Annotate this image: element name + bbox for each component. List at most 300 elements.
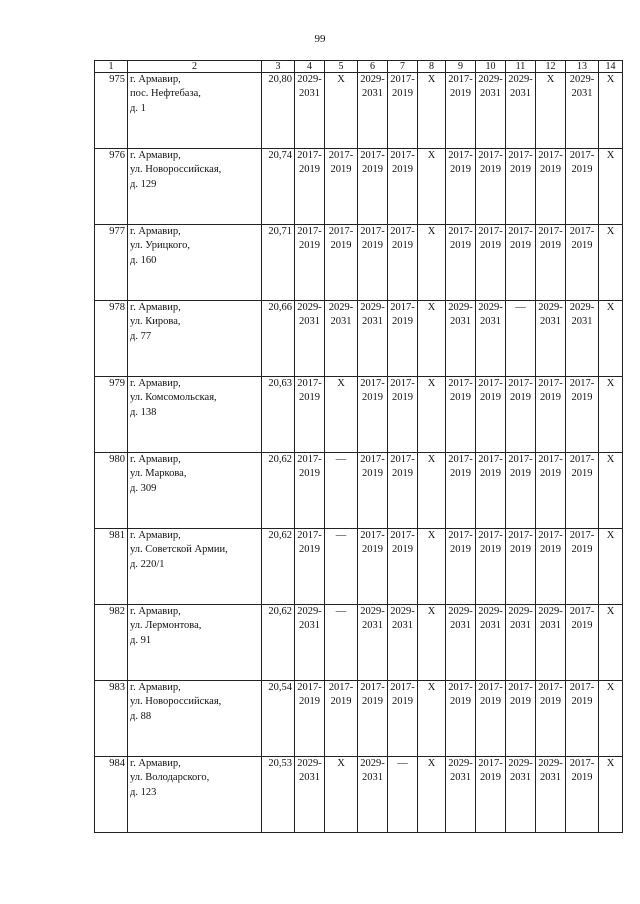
period-line: 2017- bbox=[569, 682, 595, 693]
column-header-1: 1 bbox=[95, 61, 128, 73]
period-cell-col-9 bbox=[446, 529, 476, 605]
period-cell-col-11 bbox=[506, 225, 536, 301]
period-cell-col-12 bbox=[536, 301, 566, 377]
period-line: 2031 bbox=[450, 316, 471, 328]
area-value: 20,66 bbox=[262, 301, 295, 377]
period-line: X bbox=[606, 378, 615, 389]
period-line: 2029- bbox=[448, 758, 473, 769]
period-cell-col-12 bbox=[536, 757, 566, 833]
address-cell bbox=[128, 73, 262, 149]
period-cell-col-7 bbox=[388, 757, 418, 833]
period-line: X bbox=[427, 302, 436, 313]
period-line: 2031 bbox=[299, 620, 320, 632]
period-line: 2019 bbox=[362, 392, 383, 404]
period-line: 2019 bbox=[480, 392, 501, 404]
period-line: 2029- bbox=[297, 758, 322, 769]
period-cell-col-13 bbox=[566, 301, 599, 377]
period-line: 2017- bbox=[297, 150, 322, 161]
period-cell-col-7 bbox=[388, 377, 418, 453]
period-line: 2017- bbox=[478, 530, 503, 541]
period-line: 2019 bbox=[571, 696, 593, 708]
period-line: 2017- bbox=[538, 454, 563, 465]
period-cell-col-4 bbox=[295, 149, 325, 225]
period-line: 2029- bbox=[569, 74, 595, 85]
period-line: 2019 bbox=[480, 772, 501, 784]
period-line: 2017- bbox=[390, 150, 415, 161]
period-cell-col-10 bbox=[476, 73, 506, 149]
period-line: 2019 bbox=[510, 240, 531, 252]
period-line: 2019 bbox=[299, 544, 320, 556]
period-line: 2019 bbox=[480, 164, 501, 176]
area-value: 20,80 bbox=[262, 73, 295, 149]
address-cell bbox=[128, 453, 262, 529]
address-cell bbox=[128, 681, 262, 757]
table-row bbox=[95, 681, 623, 757]
period-line: 2019 bbox=[571, 620, 593, 632]
period-line: 2019 bbox=[450, 392, 471, 404]
period-cell-col-9 bbox=[446, 73, 476, 149]
period-line: 2031 bbox=[362, 316, 383, 328]
period-line: 2017- bbox=[508, 454, 533, 465]
period-cell-col-9 bbox=[446, 377, 476, 453]
area-value: 20,71 bbox=[262, 225, 295, 301]
period-line: 2019 bbox=[540, 240, 561, 252]
period-line: 2017- bbox=[360, 150, 385, 161]
address-cell bbox=[128, 529, 262, 605]
address-line: г. Армавир, bbox=[130, 758, 181, 769]
row-number: 984 bbox=[95, 757, 128, 833]
address-line: д. 220/1 bbox=[130, 558, 165, 570]
period-line: 2017- bbox=[360, 682, 385, 693]
period-line: 2019 bbox=[392, 392, 413, 404]
period-line: 2017- bbox=[390, 530, 415, 541]
period-line: 2017- bbox=[508, 682, 533, 693]
period-line: — bbox=[335, 606, 347, 617]
period-cell-col-9 bbox=[446, 605, 476, 681]
column-header-2: 2 bbox=[128, 61, 262, 73]
period-line: 2017- bbox=[328, 226, 354, 237]
period-line: 2019 bbox=[362, 468, 383, 480]
period-cell-col-5 bbox=[325, 149, 358, 225]
period-cell-col-8 bbox=[418, 757, 446, 833]
period-line: 2031 bbox=[540, 620, 561, 632]
period-line: 2017- bbox=[328, 150, 354, 161]
period-line: 2029- bbox=[360, 302, 385, 313]
period-line: 2019 bbox=[299, 240, 320, 252]
address-cell bbox=[128, 757, 262, 833]
period-cell-col-10 bbox=[476, 301, 506, 377]
period-line: 2029- bbox=[297, 74, 322, 85]
period-cell-col-14 bbox=[599, 301, 623, 377]
period-line: 2019 bbox=[450, 240, 471, 252]
period-line: 2017- bbox=[448, 150, 473, 161]
period-cell-col-10 bbox=[476, 149, 506, 225]
address-line: г. Армавир, bbox=[130, 302, 181, 313]
period-line: X bbox=[606, 758, 615, 769]
period-line: X bbox=[427, 150, 436, 161]
address-line: ул. Советской Армии, bbox=[130, 544, 228, 556]
period-line: X bbox=[606, 454, 615, 465]
period-line: 2029- bbox=[538, 758, 563, 769]
period-cell-col-9 bbox=[446, 149, 476, 225]
period-line: 2017- bbox=[478, 378, 503, 389]
table-row bbox=[95, 757, 623, 833]
area-value: 20,62 bbox=[262, 453, 295, 529]
period-line: 2031 bbox=[330, 316, 352, 328]
period-line: 2029- bbox=[478, 302, 503, 313]
column-header-7: 7 bbox=[388, 61, 418, 73]
period-line: 2029- bbox=[360, 74, 385, 85]
period-line: 2019 bbox=[450, 696, 471, 708]
address-line: ул. Новороссийская, bbox=[130, 164, 222, 176]
period-line: 2019 bbox=[392, 544, 413, 556]
period-cell-col-10 bbox=[476, 453, 506, 529]
column-header-11: 11 bbox=[506, 61, 536, 73]
period-line: 2031 bbox=[480, 316, 501, 328]
period-line: 2017- bbox=[569, 606, 595, 617]
period-line: 2019 bbox=[480, 240, 501, 252]
period-cell-col-13 bbox=[566, 757, 599, 833]
row-number: 983 bbox=[95, 681, 128, 757]
period-line: 2017- bbox=[478, 758, 503, 769]
period-line: 2031 bbox=[299, 316, 320, 328]
address-cell bbox=[128, 225, 262, 301]
period-line: 2019 bbox=[362, 696, 383, 708]
period-line: 2017- bbox=[390, 378, 415, 389]
period-line: 2019 bbox=[480, 468, 501, 480]
period-line: 2017- bbox=[328, 682, 354, 693]
period-line: 2031 bbox=[392, 620, 413, 632]
period-line: 2017- bbox=[569, 530, 595, 541]
period-line: 2031 bbox=[362, 620, 383, 632]
address-line: г. Армавир, bbox=[130, 682, 181, 693]
period-cell-col-8 bbox=[418, 529, 446, 605]
period-line: 2017- bbox=[360, 226, 385, 237]
period-cell-col-13 bbox=[566, 605, 599, 681]
period-line: 2019 bbox=[480, 544, 501, 556]
period-line: 2017- bbox=[508, 150, 533, 161]
period-cell-col-13 bbox=[566, 529, 599, 605]
period-line: 2031 bbox=[362, 88, 383, 100]
period-cell-col-14 bbox=[599, 681, 623, 757]
column-number-header bbox=[95, 61, 623, 73]
period-line: X bbox=[606, 530, 615, 541]
area-value: 20,53 bbox=[262, 757, 295, 833]
column-header-3: 3 bbox=[262, 61, 295, 73]
period-line: 2017- bbox=[569, 758, 595, 769]
period-line: 2019 bbox=[299, 392, 320, 404]
period-cell-col-10 bbox=[476, 757, 506, 833]
period-line: X bbox=[606, 606, 615, 617]
period-line: 2031 bbox=[510, 620, 531, 632]
period-line: 2017- bbox=[390, 302, 415, 313]
period-line: 2029- bbox=[360, 606, 385, 617]
period-cell-col-8 bbox=[418, 377, 446, 453]
period-cell-col-12 bbox=[536, 681, 566, 757]
address-line: г. Армавир, bbox=[130, 150, 181, 161]
period-cell-col-13 bbox=[566, 149, 599, 225]
period-line: 2019 bbox=[362, 544, 383, 556]
period-cell-col-6 bbox=[358, 529, 388, 605]
period-line: 2017- bbox=[478, 226, 503, 237]
period-cell-col-14 bbox=[599, 529, 623, 605]
period-line: X bbox=[427, 682, 436, 693]
period-line: 2029- bbox=[448, 302, 473, 313]
table-row bbox=[95, 225, 623, 301]
address-line: ул. Лермонтова, bbox=[130, 620, 202, 632]
address-line: пос. Нефтебаза, bbox=[130, 88, 201, 100]
period-line: 2019 bbox=[330, 164, 352, 176]
address-line: ул. Новороссийская, bbox=[130, 696, 222, 708]
period-line: 2031 bbox=[510, 772, 531, 784]
period-line: X bbox=[606, 226, 615, 237]
period-line: X bbox=[427, 758, 436, 769]
table-row bbox=[95, 529, 623, 605]
table-row bbox=[95, 301, 623, 377]
period-line: 2029- bbox=[390, 606, 415, 617]
period-line: X bbox=[337, 378, 345, 389]
period-cell-col-6 bbox=[358, 149, 388, 225]
period-line: 2017- bbox=[448, 226, 473, 237]
address-cell bbox=[128, 149, 262, 225]
period-line: 2029- bbox=[448, 606, 473, 617]
period-line: X bbox=[427, 530, 436, 541]
period-line: 2029- bbox=[569, 302, 595, 313]
period-line: 2017- bbox=[390, 74, 415, 85]
period-cell-col-5 bbox=[325, 73, 358, 149]
period-line: X bbox=[427, 226, 436, 237]
period-line: — bbox=[335, 454, 347, 465]
column-header-14: 14 bbox=[599, 61, 623, 73]
row-number: 975 bbox=[95, 73, 128, 149]
period-cell-col-9 bbox=[446, 757, 476, 833]
period-cell-col-13 bbox=[566, 681, 599, 757]
period-line: 2031 bbox=[450, 620, 471, 632]
period-cell-col-8 bbox=[418, 225, 446, 301]
address-cell bbox=[128, 377, 262, 453]
period-cell-col-7 bbox=[388, 681, 418, 757]
period-line: — bbox=[397, 758, 408, 769]
row-number: 980 bbox=[95, 453, 128, 529]
period-line: 2029- bbox=[538, 302, 563, 313]
period-line: 2017- bbox=[508, 530, 533, 541]
period-cell-col-7 bbox=[388, 605, 418, 681]
period-cell-col-8 bbox=[418, 73, 446, 149]
period-line: 2029- bbox=[508, 74, 533, 85]
row-number: 977 bbox=[95, 225, 128, 301]
area-value: 20,63 bbox=[262, 377, 295, 453]
period-cell-col-11 bbox=[506, 757, 536, 833]
period-cell-col-4 bbox=[295, 453, 325, 529]
period-line: 2019 bbox=[392, 240, 413, 252]
period-line: 2019 bbox=[510, 544, 531, 556]
row-number: 979 bbox=[95, 377, 128, 453]
period-cell-col-12 bbox=[536, 149, 566, 225]
period-line: 2019 bbox=[540, 696, 561, 708]
period-line: 2019 bbox=[510, 392, 531, 404]
period-line: 2019 bbox=[392, 88, 413, 100]
page-number: 99 bbox=[314, 33, 326, 45]
period-line: 2017- bbox=[538, 682, 563, 693]
housing-register-table bbox=[94, 60, 623, 833]
period-line: 2017- bbox=[297, 226, 322, 237]
period-cell-col-11 bbox=[506, 377, 536, 453]
period-line: 2017- bbox=[569, 150, 595, 161]
row-number: 978 bbox=[95, 301, 128, 377]
period-cell-col-12 bbox=[536, 377, 566, 453]
period-line: X bbox=[606, 682, 615, 693]
period-line: 2017- bbox=[448, 530, 473, 541]
period-cell-col-8 bbox=[418, 301, 446, 377]
period-line: 2019 bbox=[450, 88, 471, 100]
period-line: 2019 bbox=[480, 696, 501, 708]
address-cell bbox=[128, 301, 262, 377]
period-line: X bbox=[337, 758, 345, 769]
period-line: 2017- bbox=[478, 150, 503, 161]
period-line: 2017- bbox=[390, 454, 415, 465]
period-line: 2017- bbox=[390, 226, 415, 237]
period-line: 2017- bbox=[569, 378, 595, 389]
address-line: г. Армавир, bbox=[130, 226, 181, 237]
period-cell-col-14 bbox=[599, 225, 623, 301]
period-cell-col-14 bbox=[599, 73, 623, 149]
period-line: 2031 bbox=[540, 772, 561, 784]
period-cell-col-9 bbox=[446, 453, 476, 529]
period-cell-col-5 bbox=[325, 453, 358, 529]
period-line: 2019 bbox=[510, 468, 531, 480]
period-cell-col-10 bbox=[476, 377, 506, 453]
area-value: 20,74 bbox=[262, 149, 295, 225]
period-cell-col-5 bbox=[325, 681, 358, 757]
period-cell-col-9 bbox=[446, 225, 476, 301]
period-cell-col-5 bbox=[325, 301, 358, 377]
period-cell-col-14 bbox=[599, 149, 623, 225]
period-cell-col-4 bbox=[295, 681, 325, 757]
period-cell-col-13 bbox=[566, 377, 599, 453]
table-row bbox=[95, 605, 623, 681]
period-line: 2019 bbox=[392, 696, 413, 708]
period-line: 2017- bbox=[569, 226, 595, 237]
address-line: д. 88 bbox=[130, 710, 152, 722]
period-line: 2019 bbox=[299, 164, 320, 176]
period-line: 2019 bbox=[571, 392, 593, 404]
period-line: X bbox=[337, 74, 345, 85]
area-value: 20,62 bbox=[262, 529, 295, 605]
period-line: 2031 bbox=[510, 88, 531, 100]
period-cell-col-11 bbox=[506, 605, 536, 681]
period-cell-col-5 bbox=[325, 529, 358, 605]
column-header-8: 8 bbox=[418, 61, 446, 73]
period-line: 2019 bbox=[540, 544, 561, 556]
period-line: 2017- bbox=[360, 454, 385, 465]
period-line: 2019 bbox=[392, 468, 413, 480]
period-cell-col-4 bbox=[295, 605, 325, 681]
period-cell-col-12 bbox=[536, 225, 566, 301]
address-line: г. Армавир, bbox=[130, 606, 181, 617]
column-header-13: 13 bbox=[566, 61, 599, 73]
period-line: 2017- bbox=[297, 530, 322, 541]
period-line: 2019 bbox=[571, 164, 593, 176]
period-cell-col-6 bbox=[358, 377, 388, 453]
period-cell-col-8 bbox=[418, 605, 446, 681]
period-line: 2019 bbox=[392, 316, 413, 328]
period-line: 2019 bbox=[571, 772, 593, 784]
address-line: г. Армавир, bbox=[130, 530, 181, 541]
period-cell-col-10 bbox=[476, 681, 506, 757]
period-line: 2019 bbox=[450, 544, 471, 556]
period-cell-col-6 bbox=[358, 73, 388, 149]
period-cell-col-4 bbox=[295, 529, 325, 605]
address-line: г. Армавир, bbox=[130, 454, 181, 465]
address-line: д. 77 bbox=[130, 330, 152, 342]
period-line: X bbox=[606, 74, 615, 85]
period-cell-col-7 bbox=[388, 529, 418, 605]
period-line: 2017- bbox=[297, 682, 322, 693]
table-row bbox=[95, 453, 623, 529]
period-cell-col-7 bbox=[388, 73, 418, 149]
address-line: ул. Маркова, bbox=[130, 468, 187, 480]
period-cell-col-14 bbox=[599, 757, 623, 833]
period-line: 2019 bbox=[571, 544, 593, 556]
period-line: 2031 bbox=[540, 316, 561, 328]
period-line: 2017- bbox=[448, 74, 473, 85]
period-line: 2017- bbox=[360, 378, 385, 389]
period-line: X bbox=[427, 74, 436, 85]
period-line: 2017- bbox=[538, 530, 563, 541]
address-line: ул. Урицкого, bbox=[130, 240, 191, 252]
period-line: 2017- bbox=[390, 682, 415, 693]
period-line: 2017- bbox=[478, 682, 503, 693]
period-line: 2019 bbox=[299, 468, 320, 480]
period-cell-col-14 bbox=[599, 377, 623, 453]
period-line: 2017- bbox=[297, 454, 322, 465]
period-line: 2029- bbox=[538, 606, 563, 617]
period-cell-col-11 bbox=[506, 301, 536, 377]
address-line: д. 123 bbox=[130, 786, 157, 798]
period-cell-col-10 bbox=[476, 529, 506, 605]
period-line: 2017- bbox=[569, 454, 595, 465]
column-header-12: 12 bbox=[536, 61, 566, 73]
period-line: 2019 bbox=[450, 164, 471, 176]
address-line: д. 91 bbox=[130, 634, 152, 646]
row-number: 976 bbox=[95, 149, 128, 225]
period-line: X bbox=[546, 74, 555, 85]
period-line: 2031 bbox=[571, 88, 593, 100]
period-line: 2019 bbox=[571, 468, 593, 480]
period-cell-col-6 bbox=[358, 605, 388, 681]
column-header-9: 9 bbox=[446, 61, 476, 73]
period-line: X bbox=[606, 302, 615, 313]
period-line: 2017- bbox=[448, 454, 473, 465]
period-cell-col-7 bbox=[388, 225, 418, 301]
period-cell-col-5 bbox=[325, 605, 358, 681]
address-line: д. 1 bbox=[130, 102, 146, 114]
period-cell-col-4 bbox=[295, 377, 325, 453]
period-line: 2031 bbox=[450, 772, 471, 784]
period-line: 2031 bbox=[299, 772, 320, 784]
period-cell-col-11 bbox=[506, 453, 536, 529]
period-line: X bbox=[427, 606, 436, 617]
period-cell-col-13 bbox=[566, 453, 599, 529]
period-cell-col-6 bbox=[358, 225, 388, 301]
period-line: 2017- bbox=[448, 682, 473, 693]
period-cell-col-8 bbox=[418, 149, 446, 225]
address-line: г. Армавир, bbox=[130, 74, 181, 85]
period-cell-col-10 bbox=[476, 225, 506, 301]
column-header-4: 4 bbox=[295, 61, 325, 73]
column-header-6: 6 bbox=[358, 61, 388, 73]
table-row bbox=[95, 149, 623, 225]
